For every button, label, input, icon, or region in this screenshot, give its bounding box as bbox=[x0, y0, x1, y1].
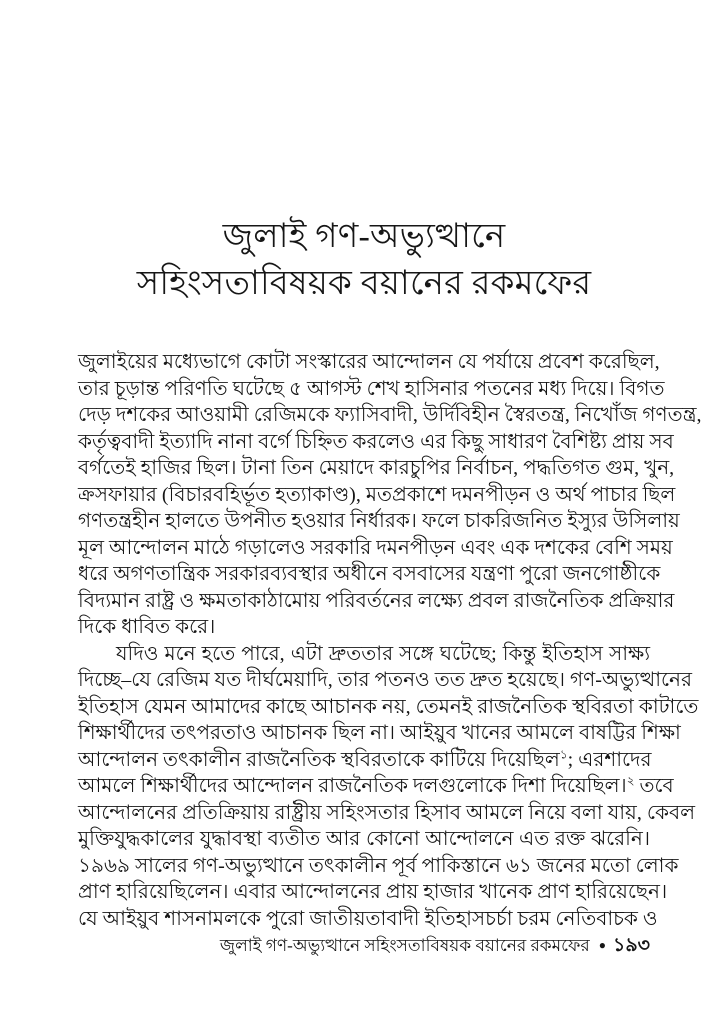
body-line: কর্তৃত্ববাদী ইত্যাদি নানা বর্গে চিহ্নিত করলেও এর কিছু সাধারণ বৈশিষ্ট্য প্রায় সব bbox=[78, 430, 674, 453]
body-line: ক্রসফায়ার (বিচারবহির্ভূত হত্যাকাণ্ড), মতপ্রকাশে দমনপীড়ন ও অর্থ পাচার ছিল bbox=[78, 483, 676, 506]
body-line: যদিও মনে হতে পারে, এটা দ্রুততার সঙ্গে ঘটেছে; কিন্তু ইতিহাস সাক্ষ্য bbox=[116, 642, 650, 665]
footnote-marker-2: ২ bbox=[626, 773, 635, 788]
bullet-separator-icon: ● bbox=[598, 938, 606, 952]
body-line: যে আইয়ুব শাসনামলকে পুরো জাতীয়তাবাদী ইতিহাসচর্চা চরম নেতিবাচক ও bbox=[78, 907, 658, 930]
paragraph-2 bbox=[78, 641, 699, 933]
body-line: ১৯৬৯ সালের গণ-অভ্যুত্থানে তৎকালীন পূর্ব পাকিস্তানে ৬১ জনের মতো লোক bbox=[78, 854, 679, 877]
chapter-title bbox=[78, 213, 650, 307]
body-line: শিক্ষার্থীদের তৎপরতাও আচানক ছিল না। আইয়ুব খানের আমলে বাষট্টির শিক্ষা bbox=[78, 722, 681, 744]
body-line: প্রাণ হারিয়েছিলেন। এবার আন্দোলনের প্রায় হাজার খানেক প্রাণ হারিয়েছেন। bbox=[78, 881, 668, 903]
page-footer bbox=[78, 933, 650, 958]
chapter-title-line-2: সহিংসতাবিষয়ক বয়ানের রকমফের bbox=[136, 265, 592, 302]
body-line: তার চূড়ান্ত পরিণতি ঘটেছে ৫ আগস্ট শেখ হাসিনার পতনের মধ্য দিয়ে। বিগত bbox=[78, 377, 665, 400]
body-line: ধরে অগণতান্ত্রিক সরকারব্যবস্থার অধীনে বসবাসের যন্ত্রণা পুরো জনগোষ্ঠীকে bbox=[78, 563, 661, 585]
body-line: আন্দোলনের প্রতিক্রিয়ায় রাষ্ট্রীয় সহিংসতার হিসাব আমলে নিয়ে বলা যায়, কেবল bbox=[78, 801, 695, 824]
body-line: মুক্তিযুদ্ধকালের যুদ্ধাবস্থা ব্যতীত আর কোনো আন্দোলনে এত রক্ত ঝরেনি। bbox=[78, 828, 650, 850]
body-line-text: আমলে শিক্ষার্থীদের আন্দোলন রাজনৈতিক দলগুলোকে দিশা দিয়েছিল। bbox=[78, 775, 627, 797]
page-number: ১৯৩ bbox=[612, 935, 650, 956]
body-line: মূল আন্দোলন মাঠে গড়ালেও সরকারি দমনপীড়ন এবং এক দশকের বেশি সময় bbox=[78, 536, 673, 559]
body-line: বর্গতেই হাজির ছিল। টানা তিন মেয়াদে কারচুপির নির্বাচন, পদ্ধতিগত গুম, খুন, bbox=[78, 457, 675, 479]
body-line: দিচ্ছে–যে রেজিম যত দীর্ঘমেয়াদি, তার পতনও তত দ্রুত হয়েছে। গণ-অভ্যুত্থানের bbox=[78, 669, 692, 691]
body-line: গণতন্ত্রহীন হালতে উপনীত হওয়ার নির্ধারক। ফলে চাকরিজনিত ইস্যুর উসিলায় bbox=[78, 510, 680, 532]
body-text bbox=[78, 349, 702, 932]
body-line: বিদ্যমান রাষ্ট্র ও ক্ষমতাকাঠামোয় পরিবর্তনের লক্ষ্যে প্রবল রাজনৈতিক প্রক্রিয়ার bbox=[78, 589, 675, 612]
running-title: জুলাই গণ-অভ্যুত্থানে সহিংসতাবিষয়ক বয়ানের রকমফের bbox=[219, 936, 590, 955]
body-line-text: ; এরশাদের bbox=[567, 748, 652, 771]
footnote-marker-1: ১ bbox=[559, 746, 568, 761]
body-line: দিকে ধাবিত করে। bbox=[78, 616, 216, 638]
body-line: দেড় দশকের আওয়ামী রেজিমকে ফ্যাসিবাদী, উর্দিবিহীন স্বৈরতন্ত্র, নিখোঁজ গণতন্ত্র, bbox=[78, 404, 702, 426]
body-line: জুলাইয়ের মধ্যেভাগে কোটা সংস্কারের আন্দোলন যে পর্যায়ে প্রবেশ করেছিল, bbox=[78, 351, 660, 373]
body-line-text: আন্দোলন তৎকালীন রাজনৈতিক স্থবিরতাকে কাটিয়ে দিয়েছিল bbox=[78, 748, 560, 771]
body-line: ইতিহাস যেমন আমাদের কাছে আচানক নয়, তেমনই রাজনৈতিক স্থবিরতা কাটাতে bbox=[78, 695, 699, 718]
paragraph-1 bbox=[78, 349, 702, 641]
body-line bbox=[78, 773, 674, 800]
chapter-title-line-1: জুলাই গণ-অভ্যুত্থানে bbox=[222, 218, 506, 255]
page-content bbox=[78, 0, 702, 932]
body-line-text: তবে bbox=[634, 775, 674, 797]
body-line bbox=[78, 747, 650, 774]
